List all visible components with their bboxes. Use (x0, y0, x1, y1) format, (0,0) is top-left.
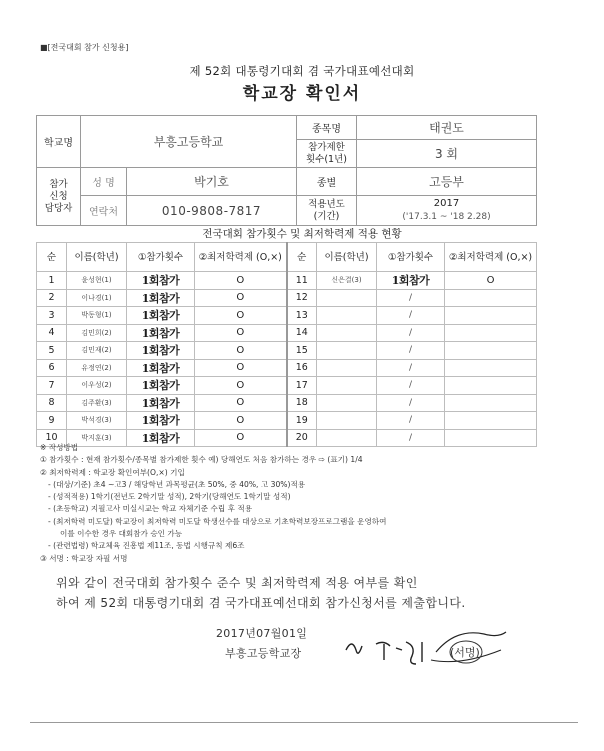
entry-name: 박동형(1) (67, 307, 127, 325)
entry-no: 15 (287, 342, 317, 360)
note-3: ③ 서명 : 학교장 자필 서명 (40, 553, 128, 563)
name-value: 박기호 (127, 168, 297, 196)
entry-name: 김주환(3) (67, 394, 127, 412)
entry-count: / (377, 324, 445, 342)
entry-count: / (377, 307, 445, 325)
principal-signature (336, 630, 516, 670)
entry-count: 1회참가 (127, 307, 195, 325)
entry-academic-mark: O (445, 272, 537, 290)
table-row (37, 342, 537, 360)
entry-name (317, 342, 377, 360)
note-2b: - (성적적용) 1학기(전년도 2학기말 성적), 2학기(당해연도 1학기말 성적) (48, 492, 291, 502)
entry-count: 1회참가 (127, 429, 195, 447)
entry-name (317, 324, 377, 342)
entry-no: 17 (287, 377, 317, 395)
entry-no: 3 (37, 307, 67, 325)
instructions (40, 442, 560, 565)
entry-academic-mark: O (195, 429, 287, 447)
entry-academic-mark (445, 307, 537, 325)
header-count-left: ①참가횟수 (127, 243, 195, 272)
category-value: 고등부 (357, 168, 537, 196)
entry-academic-mark: O (195, 289, 287, 307)
entry-count: / (377, 412, 445, 430)
entries-section-title: 전국대회 참가횟수 및 최저학력제 적용 현황 (202, 228, 402, 240)
limit-value: 3 회 (357, 140, 537, 168)
event-label: 종목명 (297, 116, 357, 140)
entry-name: 신은결(3) (317, 272, 377, 290)
note-2a: - (대상/기준) 초4 ~고3 / 해당학년 과목평균(초 50%, 중 40%, 고 30%)적용 (48, 479, 306, 489)
entry-academic-mark (445, 324, 537, 342)
entry-academic-mark: O (195, 377, 287, 395)
entry-count: 1회참가 (377, 272, 445, 290)
entry-academic-mark (445, 289, 537, 307)
entry-name (317, 394, 377, 412)
document-title: 학교장 확인서 (242, 84, 362, 104)
entry-no: 1 (37, 272, 67, 290)
confirmation-line-1: 위와 같이 전국대회 참가횟수 준수 및 최저학력제 적용 여부를 확인 (56, 576, 418, 590)
table-row (37, 272, 537, 290)
entry-name: 박석경(3) (67, 412, 127, 430)
entry-name: 윤성현(1) (67, 272, 127, 290)
entry-name: 이나경(1) (67, 289, 127, 307)
entry-academic-mark (445, 342, 537, 360)
entry-no: 7 (37, 377, 67, 395)
confirmation-line-2: 하여 제 52회 대통령기대회 겸 국가대표예선대회 참가신청서를 제출합니다. (56, 596, 466, 610)
entry-name: 김민희(2) (67, 324, 127, 342)
note-2: ② 최저학력제 : 학교장 확인여부(O,×) 기입 (40, 467, 185, 477)
category-label: 종별 (297, 168, 357, 196)
entries-table (36, 242, 537, 447)
entry-count: 1회참가 (127, 342, 195, 360)
entry-academic-mark: O (195, 394, 287, 412)
entry-name: 이우성(2) (67, 377, 127, 395)
entry-count: 1회참가 (127, 377, 195, 395)
entry-no: 5 (37, 342, 67, 360)
entry-academic-mark (445, 377, 537, 395)
school-label: 학교명 (37, 116, 81, 168)
bottom-rule (30, 722, 578, 723)
entry-name: 유정연(2) (67, 359, 127, 377)
name-label: 성 명 (81, 168, 127, 196)
entry-count: / (377, 289, 445, 307)
form-tag: ■[전국대회 참가 신청용] (40, 43, 129, 52)
entry-no: 18 (287, 394, 317, 412)
entry-no: 10 (37, 429, 67, 447)
entry-name (317, 412, 377, 430)
entry-no: 20 (287, 429, 317, 447)
entry-academic-mark (445, 412, 537, 430)
note-2e: 이를 이수한 경우 대회참가 승인 가능 (60, 529, 183, 539)
seal-text: (서명) (450, 646, 480, 659)
table-row (37, 377, 537, 395)
table-row (37, 289, 537, 307)
note-2d: - (최저학력 미도달) 학교장이 최저학력 미도달 학생선수를 대상으로 기초학력보장프로그램을 운영하여 (48, 516, 387, 526)
info-table (36, 115, 537, 226)
entry-count: 1회참가 (127, 324, 195, 342)
entry-academic-mark (445, 394, 537, 412)
entry-name (317, 377, 377, 395)
entry-count: / (377, 359, 445, 377)
entry-no: 12 (287, 289, 317, 307)
entry-no: 6 (37, 359, 67, 377)
header-no-right: 순 (287, 243, 317, 272)
entry-count: / (377, 342, 445, 360)
entry-academic-mark: O (195, 324, 287, 342)
table-row (37, 324, 537, 342)
header-academic-left: ②최저학력제 (O,×) (195, 243, 287, 272)
entry-academic-mark (445, 359, 537, 377)
entry-count: 1회참가 (127, 412, 195, 430)
entry-name: 박지훈(3) (67, 429, 127, 447)
table-row (37, 359, 537, 377)
period-label: 적용년도 (기간) (297, 196, 357, 226)
entry-name (317, 359, 377, 377)
header-count-right: ①참가횟수 (377, 243, 445, 272)
header-academic-right: ②최저학력제 (O,×) (445, 243, 537, 272)
entry-no: 11 (287, 272, 317, 290)
entry-no: 4 (37, 324, 67, 342)
entry-no: 9 (37, 412, 67, 430)
document-subtitle: 제 52회 대통령기대회 겸 국가대표예선대회 (189, 64, 415, 78)
table-row (37, 412, 537, 430)
header-no-left: 순 (37, 243, 67, 272)
header-name-left: 이름(학년) (67, 243, 127, 272)
event-value: 태권도 (357, 116, 537, 140)
entry-academic-mark: O (195, 307, 287, 325)
entry-count: / (377, 377, 445, 395)
note-1: ① 참가횟수 : 현재 참가횟수/종목별 참가제한 횟수 예) 당해연도 처음 참가하는 경우 ⇨ (표기) 1/4 (40, 455, 363, 465)
note-2f: - (관련법령) 학교체육 진흥법 제11조, 동법 시행규칙 제6조 (48, 541, 245, 551)
entry-name (317, 307, 377, 325)
entry-no: 14 (287, 324, 317, 342)
entry-no: 13 (287, 307, 317, 325)
entry-name (317, 289, 377, 307)
limit-label: 참가제한 횟수(1년) (297, 140, 357, 168)
entry-name: 김민재(2) (67, 342, 127, 360)
entry-count: / (377, 394, 445, 412)
principal-title: 부흥고등학교장 (225, 647, 302, 660)
entry-count: 1회참가 (127, 359, 195, 377)
notes-heading: ※ 작성방법 (40, 443, 79, 452)
school-value: 부흥고등학교 (81, 116, 297, 168)
entry-no: 2 (37, 289, 67, 307)
entry-academic-mark: O (195, 359, 287, 377)
table-row (37, 307, 537, 325)
entry-academic-mark: O (195, 412, 287, 430)
header-name-right: 이름(학년) (317, 243, 377, 272)
note-2c: - (초등학교) 지필고사 미실시교는 학교 자체기준 수립 후 적용 (48, 504, 253, 514)
submission-date: 2017년07월01일 (216, 627, 308, 640)
entry-academic-mark: O (195, 342, 287, 360)
contact-label: 연락처 (81, 196, 127, 226)
table-row (37, 394, 537, 412)
entry-count: / (377, 429, 445, 447)
entry-no: 8 (37, 394, 67, 412)
manager-label: 참가 신청 담당자 (37, 168, 81, 226)
entry-academic-mark: O (195, 272, 287, 290)
period-value: 2017 ('17.3.1 ~ '18 2.28) (357, 196, 537, 226)
entry-no: 19 (287, 412, 317, 430)
contact-value: 010-9808-7817 (127, 196, 297, 226)
entry-count: 1회참가 (127, 394, 195, 412)
entry-count: 1회참가 (127, 289, 195, 307)
entry-no: 16 (287, 359, 317, 377)
entry-count: 1회참가 (127, 272, 195, 290)
